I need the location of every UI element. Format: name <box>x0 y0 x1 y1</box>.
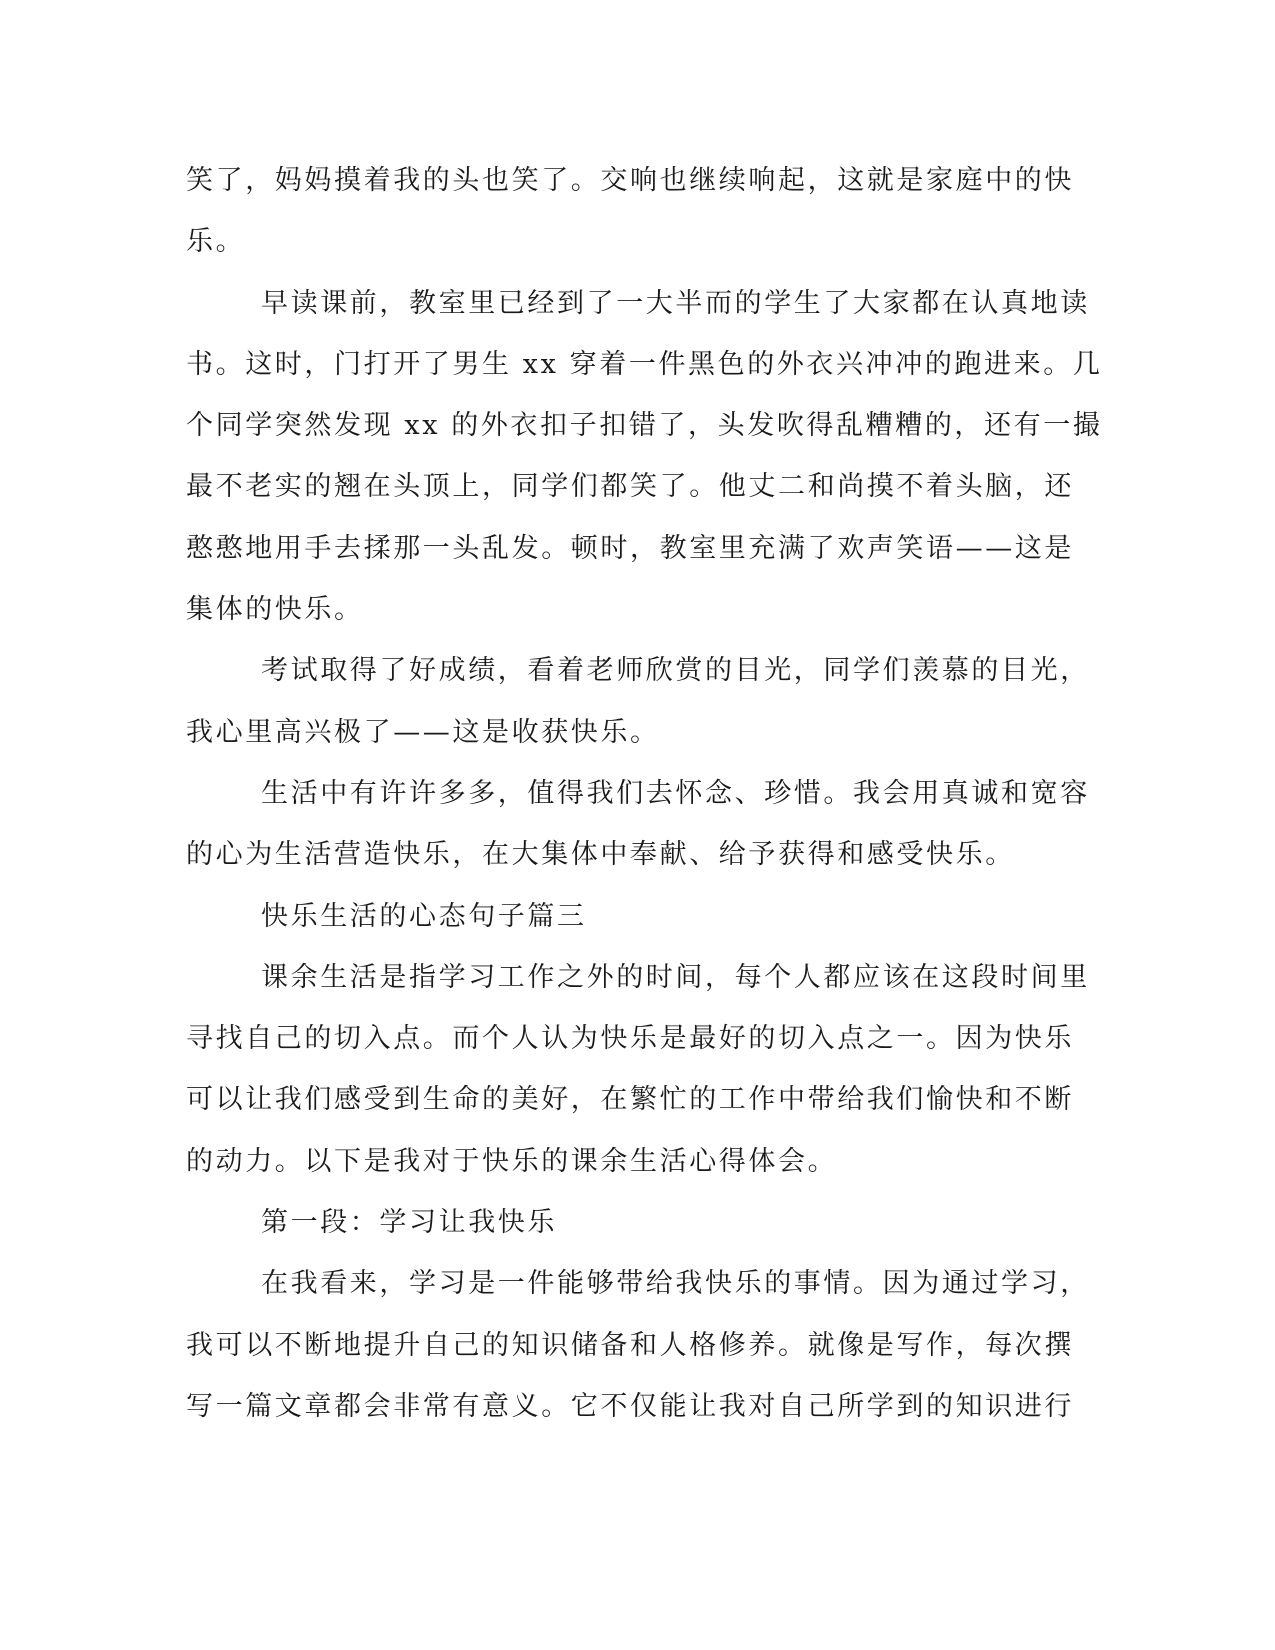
text-line: 我可以不断地提升自己的知识储备和人格修养。就像是写作，每次撰 <box>186 1329 1074 1361</box>
paragraph-study-joy <box>186 1253 1090 1437</box>
text-line: 可以让我们感受到生命的美好，在繁忙的工作中带给我们愉快和不断 <box>186 1084 1074 1116</box>
text-line: 个同学突然发现 xx 的外衣扣子扣错了，头发吹得乱糟糟的，还有一撮 <box>186 410 1103 442</box>
text-line: 在我看来，学习是一件能够带给我快乐的事情。因为通过学习， <box>261 1268 1090 1300</box>
text-line: 考试取得了好成绩，看着老师欣赏的目光，同学们羡慕的目光， <box>261 655 1090 687</box>
paragraph-leisure-intro <box>186 947 1090 1192</box>
text-line: 笑了，妈妈摸着我的头也笑了。交响也继续响起，这就是家庭中的快 <box>186 165 1074 196</box>
subsection-heading <box>186 1192 1066 1253</box>
text-line: 的动力。以下是我对于快乐的课余生活心得体会。 <box>186 1145 838 1177</box>
subsection-title: 第一段：学习让我快乐 <box>261 1207 557 1239</box>
text-line: 早读课前，教室里已经到了一大半而的学生了大家都在认真地读 <box>261 287 1090 319</box>
section-heading <box>186 886 1066 947</box>
text-line: 书。这时，门打开了男生 xx 穿着一件黑色的外衣兴冲冲的跑进来。几 <box>186 348 1103 380</box>
text-line: 的心为生活营造快乐，在大集体中奉献、给予获得和感受快乐。 <box>186 839 1015 871</box>
document-body <box>186 150 1103 1437</box>
text-line: 集体的快乐。 <box>186 594 364 626</box>
section-title: 快乐生活的心态句子篇三 <box>261 900 587 932</box>
text-line: 课余生活是指学习工作之外的时间，每个人都应该在这段时间里 <box>261 961 1090 993</box>
text-line: 写一篇文章都会非常有意义。它不仅能让我对自己所学到的知识进行 <box>186 1390 1074 1422</box>
text-line: 最不老实的翘在头顶上，同学们都笑了。他丈二和尚摸不着头脑，还 <box>186 471 1074 503</box>
paragraph-life-joy <box>186 763 1090 886</box>
text-line: 憨憨地用手去揉那一头乱发。顿时，教室里充满了欢声笑语——这是 <box>186 532 1074 564</box>
paragraph-family-joy <box>186 150 1074 273</box>
text-line: 乐。 <box>186 226 246 258</box>
paragraph-class-joy <box>186 273 1103 641</box>
text-line: 我心里高兴极了——这是收获快乐。 <box>186 716 660 748</box>
text-line: 寻找自己的切入点。而个人认为快乐是最好的切入点之一。因为快乐 <box>186 1023 1074 1055</box>
paragraph-exam-joy <box>186 640 1090 763</box>
text-line: 生活中有许许多多，值得我们去怀念、珍惜。我会用真诚和宽容 <box>261 777 1090 809</box>
